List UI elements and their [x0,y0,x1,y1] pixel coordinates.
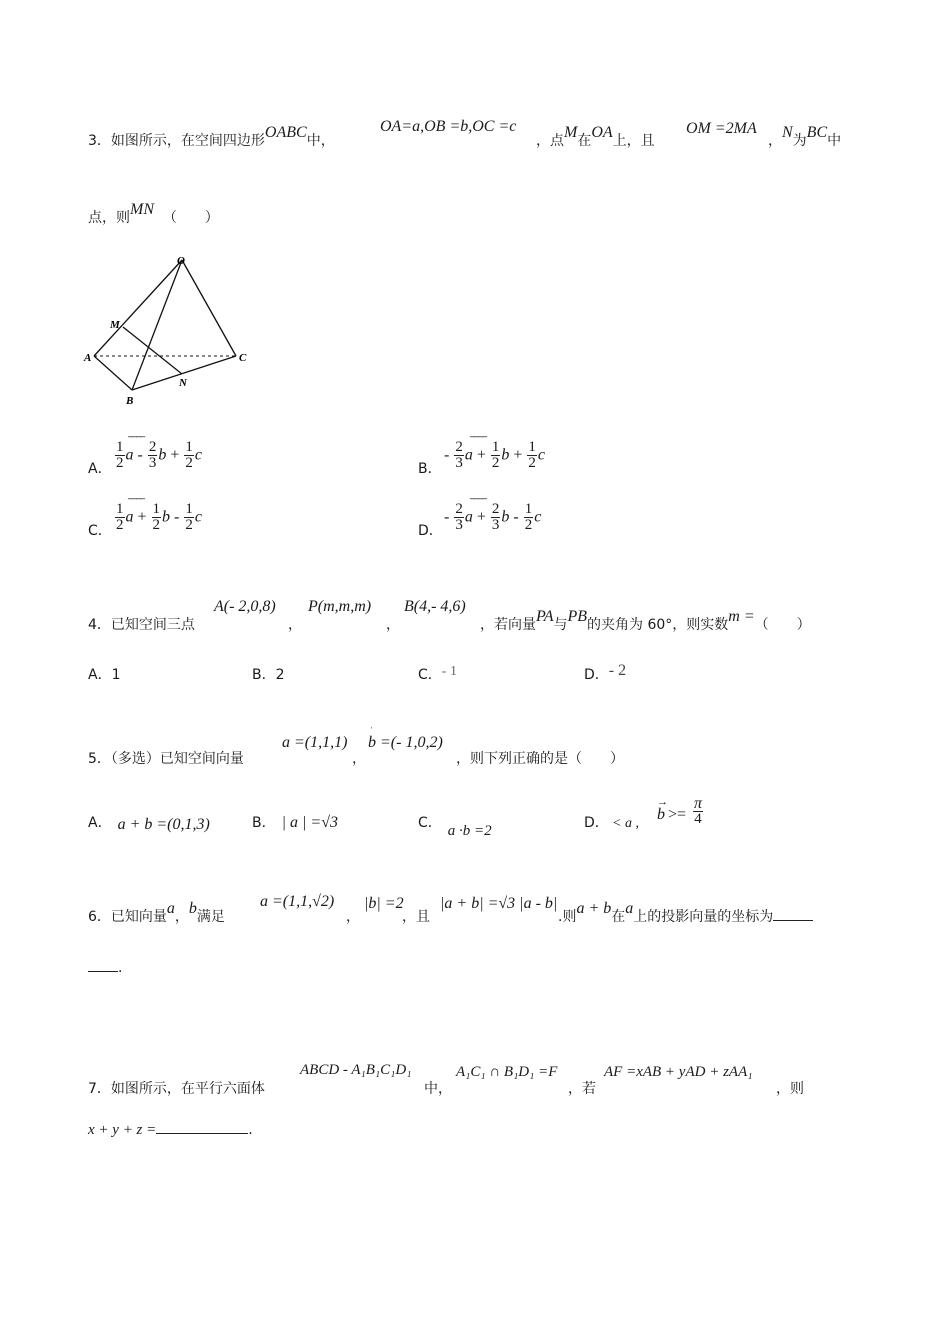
q5-option-d-label: D． [584,815,609,831]
q3-text2: 中， [306,133,335,149]
q4-option-d-label: D． [584,667,609,683]
q3-line1b [536,124,655,150]
q6-a-plus-b: a + b [576,900,612,917]
q5-option-d[interactable] [584,812,609,832]
q4-option-b[interactable]: B．2 [252,667,285,683]
q3-paren: （ ） [162,210,219,226]
q5-option-a[interactable] [88,812,210,832]
q3-option-c-label: C． [88,523,112,539]
q7-text4: ，则 [776,1081,804,1097]
q4-text3: 与 [553,617,568,633]
q5-option-b-value: | a | =√3 [281,814,338,831]
q6-text2: 满足 [196,909,225,925]
tetrahedron-figure [82,250,262,410]
q5-option-a-label: A． [88,815,112,831]
q6-number: 6． [88,909,111,925]
q4-option-d-value: - 2 [608,662,627,679]
q5-line1 [88,748,244,768]
q4-option-c-value: - 1 [441,664,457,679]
q6-cond1: a =(1,1,√2) [260,893,335,910]
fig-label-n: N [179,377,187,389]
q3-segment-bc: BC [806,124,828,141]
q5-option-d-arrow: → [657,796,668,808]
q5-option-b-label: B． [252,815,276,831]
q5-sep: ， [352,751,366,767]
q3-text3: ，点 [536,133,564,149]
q6-a2: a [625,900,634,917]
q4-line1 [88,614,195,634]
q7-answer-blank[interactable] [156,1133,248,1134]
q3-text6: ， [768,133,782,149]
vector-bar: ‾‾‾‾ [470,498,486,509]
q4-vector-pa: PA [536,608,554,625]
q5-vector-b: b =(- 1,0,2) [368,734,443,751]
q5-text1: （多选）已知空间向量 [110,751,244,767]
q4-sep1: ， [288,617,302,633]
q7-solid: ABCD - A₁B₁C₁D₁ [300,1062,412,1078]
q3-vector-definition: OA=a,OB =b,OC =c [380,118,517,135]
q3-text8: 中 [827,133,842,149]
q6-line2 [88,960,122,976]
q7-text1: 如图所示，在平行六面体 [110,1081,265,1097]
q5-option-c-label: C． [418,815,442,831]
q7-line2 [88,1122,253,1139]
q7-equation: AF =xAB + yAD + zAA₁ [604,1064,753,1080]
q6-text5: 在 [611,909,626,925]
q5-option-d-b: b [657,806,665,823]
q3-text4: 在 [577,133,592,149]
q3-text9: 点，则 [88,210,130,226]
q4-line1b [480,608,811,634]
fig-label-b: B [126,395,134,407]
q6-sep2: ， [346,909,360,925]
q3-line2 [88,201,219,227]
q4-text1: 已知空间三点 [110,617,195,633]
q6-cond2: |b| =2 [364,895,404,912]
q6-answer-blank-part1[interactable] [773,920,813,921]
q4-sep2: ， [386,617,400,633]
q4-m: m = [728,608,755,625]
q4-number: 4． [88,617,111,633]
q7-tail: . [248,1122,253,1138]
q5-text2: ，则下列正确的是（ ） [456,751,624,767]
q7-text2: 中， [424,1081,452,1097]
q6-cond3: |a + b| =√3 |a - b| [440,895,558,912]
q6-tail: . [118,960,123,976]
q6-text1: 已知向量 [110,909,167,925]
q4-option-d[interactable] [584,664,626,684]
q4-paren: （ ） [754,617,811,633]
q6-a: a [166,900,175,917]
q4-text4: 的夹角为 60°，则实数 [587,617,729,633]
q7-sum: x + y + z = [88,1122,157,1138]
q4-option-c-label: C． [418,667,442,683]
q4-option-a[interactable]: A．1 [88,667,121,683]
q3-option-b-label: B． [418,461,442,477]
q4-option-c[interactable] [418,664,457,684]
q6-text4: .则 [558,909,577,925]
q5-option-d-den: 4 [694,811,702,827]
q6-line1 [88,900,225,926]
q5-option-b[interactable] [252,812,338,832]
q5-option-d-fraction [692,796,704,827]
q3-point-m: M [564,124,578,141]
fig-label-a: A [84,352,92,364]
fig-label-c: C [239,352,247,364]
q5-option-c-value: a ·b =2 [447,823,492,839]
q4-vector-pb: PB [567,608,588,625]
q6-answer-blank-part2[interactable] [88,971,118,972]
q3-point-n: N [782,124,793,141]
fig-label-m: M [110,319,120,331]
q4-point-b: B(4,- 4,6) [404,598,466,615]
q3-line1c [768,124,842,150]
q6-b: b [188,900,197,917]
q3-segment-oa: OA [591,124,613,141]
q3-ratio: OM =2MA [686,120,757,137]
q7-text3: ，若 [568,1081,596,1097]
q6-text3: ，且 [402,909,430,925]
q6-line1b [558,900,813,926]
q4-point-p: P(m,m,m) [308,598,372,615]
q5-option-c[interactable] [418,812,492,839]
q7-intersection: A₁C₁ ∩ B₁D₁ =F [456,1064,558,1080]
vector-bar: ‾‾‾‾ [128,436,144,447]
q3-shape: OABC [264,124,307,141]
q6-sep: ， [174,909,189,925]
q5-b-arrow: ˈ [370,726,374,737]
q4-text2: ，若向量 [480,617,536,633]
q5-option-d-post: >= [668,806,687,823]
q3-vector-mn: MN [130,201,154,218]
q3-text5: 上，且 [612,133,655,149]
q7-line1 [88,1078,265,1098]
q3-line1 [88,124,335,150]
q5-vector-a: a =(1,1,1) [282,734,348,751]
q3-text1: 如图所示，在空间四边形 [110,133,265,149]
q3-option-d-label: D． [418,523,443,539]
vector-bar: ‾‾‾‾ [470,436,486,447]
q7-number: 7． [88,1081,111,1097]
q5-option-d-pre: < a , [612,816,639,831]
q5-option-a-value: a + b =(0,1,3) [117,816,210,833]
vector-bar: ‾‾‾‾ [128,498,144,509]
q3-number: 3． [88,133,111,149]
q6-text6: 上的投影向量的坐标为 [633,909,774,925]
q3-text7: 为 [792,133,807,149]
q4-point-a: A(- 2,0,8) [214,598,276,615]
q5-option-d-num: π [694,795,703,812]
q3-option-a-label: A． [88,461,112,477]
fig-label-o: O [177,255,185,267]
q5-number: 5． [88,751,111,767]
